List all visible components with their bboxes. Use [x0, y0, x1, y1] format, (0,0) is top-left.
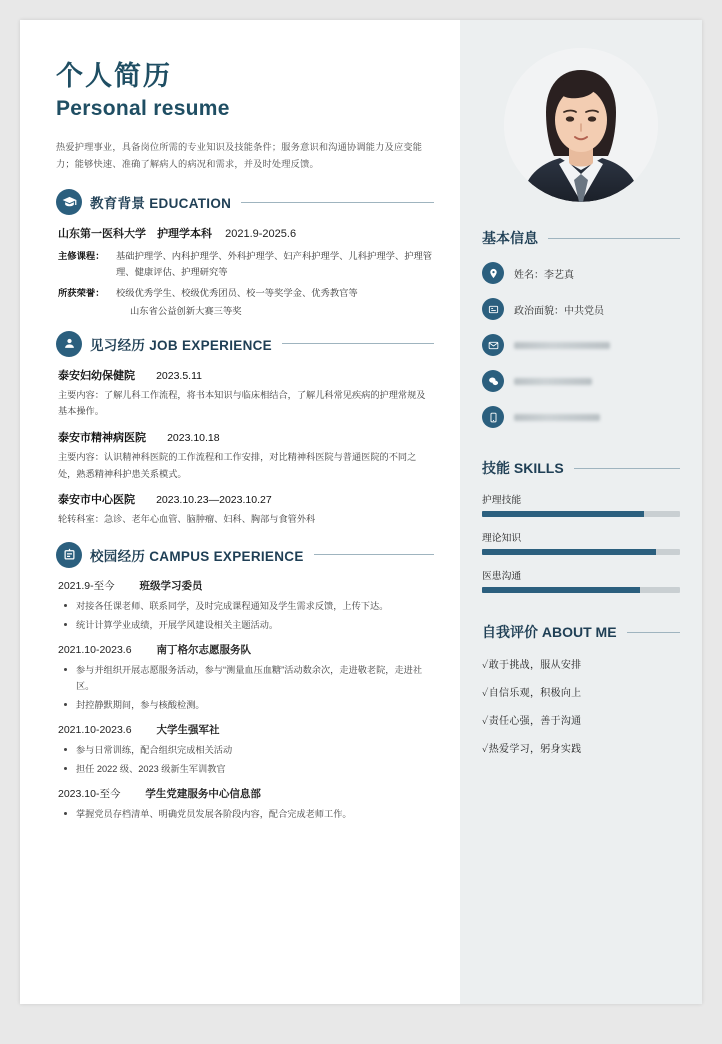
list-item: ✓热爱学习，躬身实践: [482, 744, 582, 755]
id-card-icon: [482, 298, 504, 320]
info-row-phone: [482, 406, 680, 428]
list-item: ✓自信乐观，积极向上: [482, 688, 582, 699]
education-honors-label: 所获荣誉：: [58, 287, 105, 298]
campus-row: [58, 786, 434, 801]
resume-sidebar: [460, 20, 702, 1004]
list-item: 担任 2022 级、2023 级新生军训教官: [74, 761, 434, 777]
campus-date: 2023.10-至今: [58, 788, 121, 801]
list-item: 掌握党员存档清单、明确党员发展各阶段内容，配合完成老师工作。: [74, 806, 434, 822]
section-rule: [627, 632, 680, 633]
campus-flag-icon: [56, 542, 82, 568]
graduation-cap-icon: [56, 189, 82, 215]
campus-item: [56, 786, 434, 822]
page-title-en: Personal resume: [56, 97, 230, 120]
section-header-campus: [56, 542, 434, 568]
skill-name: 医患沟通: [482, 571, 522, 582]
job-org-row: [58, 429, 434, 445]
location-pin-icon: [482, 262, 504, 284]
skill-bar-fill: [482, 549, 656, 555]
campus-bullets: [56, 742, 434, 777]
info-email-redacted: [514, 342, 610, 349]
section-rule: [548, 238, 680, 239]
education-honors: [58, 285, 434, 301]
list-item: 统计计算学业成绩，开展学风建设相关主题活动。: [74, 617, 434, 633]
job-org: 泰安妇幼保健院: [58, 369, 135, 382]
job-desc: 主要内容：了解儿科工作流程，将书本知识与临床相结合，了解儿科常见疾病的护理常规及基本操作。: [58, 389, 426, 417]
skill-bar-fill: [482, 587, 640, 593]
campus-row: [58, 642, 434, 657]
info-wechat-redacted: [514, 378, 592, 385]
campus-row: [58, 578, 434, 593]
campus-role: 大学生强军社: [156, 724, 220, 737]
info-row-name: [482, 262, 680, 284]
skill-item: [482, 492, 680, 517]
job-org-row: [58, 491, 434, 507]
job-date: 2023.5.11: [156, 369, 202, 382]
campus-bullets: [56, 598, 434, 633]
info-political-text: 政治面貌：中共党员: [514, 305, 604, 317]
section-header-education: [56, 189, 434, 215]
education-honors-value: 校级优秀学生、校级优秀团员、校一等奖学金、优秀教官等: [116, 287, 358, 298]
section-title-job: 见习经历 JOB EXPERIENCE: [90, 337, 272, 353]
skill-name: 护理技能: [482, 495, 522, 506]
education-courses-label: 主修课程：: [58, 251, 105, 262]
campus-item: [56, 722, 434, 777]
job-date: 2023.10.23—2023.10.27: [156, 494, 272, 507]
intro-paragraph: 热爱护理事业，具备岗位所需的专业知识及技能条件；服务意识和沟通协调能力及应变能力；能够快速、准确了解病人的病况和需求，并及时处理反馈。: [56, 142, 423, 170]
info-row-wechat: [482, 370, 680, 392]
user-badge-icon: [56, 331, 82, 357]
section-rule: [241, 202, 434, 203]
education-date: 2021.9-2025.6: [225, 228, 297, 241]
list-item: 参与日常训练，配合组织完成相关活动: [74, 742, 434, 758]
skill-item: [482, 568, 680, 593]
skill-bar-fill: [482, 511, 644, 517]
avatar: [504, 48, 658, 202]
job-org: 泰安市中心医院: [58, 494, 135, 507]
job-org-row: [58, 367, 434, 383]
list-item: ✓敢于挑战，服从安排: [482, 660, 582, 671]
list-item: 参与并组织开展志愿服务活动，参与“测量血压血糖”活动数余次，走进敬老院，走进社区。: [74, 662, 434, 694]
campus-item: [56, 578, 434, 633]
section-header-skills: [482, 458, 680, 478]
resume-main-column: [20, 20, 460, 1004]
section-title-about: 自我评价 ABOUT ME: [482, 624, 617, 640]
section-header-basic-info: [482, 228, 680, 248]
list-item: 对接各任课老师、联系同学，及时完成课程通知及学生需求反馈，上传下达。: [74, 598, 434, 614]
skill-bar-track: [482, 587, 680, 593]
skill-item: [482, 530, 680, 555]
skill-bar-track: [482, 511, 680, 517]
education-courses-value: 基础护理学、内科护理学、外科护理学、妇产科护理学、儿科护理学、护理管理、健康评估、护理研究等: [116, 251, 433, 278]
info-row-political: [482, 298, 680, 320]
section-header-job: [56, 331, 434, 357]
section-title-campus: 校园经历 CAMPUS EXPERIENCE: [90, 548, 304, 564]
education-school: 山东第一医科大学: [58, 228, 146, 241]
skill-name: 理论知识: [482, 533, 522, 544]
section-title-education: 教育背景 EDUCATION: [90, 196, 232, 212]
info-phone-redacted: [514, 414, 600, 421]
phone-icon: [482, 406, 504, 428]
section-rule: [574, 468, 680, 469]
list-item: ✓责任心强，善于沟通: [482, 716, 582, 727]
about-list: [482, 656, 680, 755]
education-honors-extra: 山东省公益创新大赛三等奖: [130, 305, 242, 316]
campus-item: [56, 642, 434, 713]
campus-bullets: [56, 662, 434, 713]
education-school-row: [58, 225, 434, 241]
section-rule: [282, 343, 434, 344]
job-desc: 主要内容：认识精神科医院的工作流程和工作安排，对比精神科医院与普通医院的不同之处，熟悉精神科护患关系模式。: [58, 451, 417, 479]
section-header-about: [482, 622, 680, 642]
section-title-skills: 技能 SKILLS: [482, 460, 564, 476]
info-row-email: [482, 334, 680, 356]
section-title-basic-info: 基本信息: [482, 230, 538, 246]
list-item: 封控静默期间，参与核酸检测。: [74, 697, 434, 713]
info-name-text: 姓名：李艺真: [514, 269, 574, 281]
campus-date: 2021.10-2023.6: [58, 643, 132, 656]
education-courses: [58, 248, 434, 281]
spacer: [482, 442, 680, 458]
job-date: 2023.10.18: [167, 431, 220, 444]
job-org: 泰安市精神病医院: [58, 431, 146, 444]
page-title-cn: 个人简历: [56, 61, 172, 91]
wechat-icon: [482, 370, 504, 392]
campus-row: [58, 722, 434, 737]
section-rule: [314, 554, 434, 555]
campus-bullets: [56, 806, 434, 822]
skill-bar-track: [482, 549, 680, 555]
campus-role: 班级学习委员: [139, 579, 203, 592]
envelope-icon: [482, 334, 504, 356]
job-item: [56, 367, 434, 420]
campus-date: 2021.10-2023.6: [58, 724, 132, 737]
campus-role: 学生党建服务中心信息部: [145, 788, 261, 801]
spacer: [482, 606, 680, 622]
education-major: 护理学本科: [157, 228, 213, 241]
job-desc: 轮转科室：急诊、老年心血管、脑肿瘤、妇科、胸部与食管外科: [58, 514, 316, 525]
campus-role: 南丁格尔志愿服务队: [156, 643, 251, 656]
job-item: [56, 491, 434, 528]
campus-date: 2021.9-至今: [58, 579, 115, 592]
job-item: [56, 429, 434, 482]
resume-page: [20, 20, 702, 1004]
